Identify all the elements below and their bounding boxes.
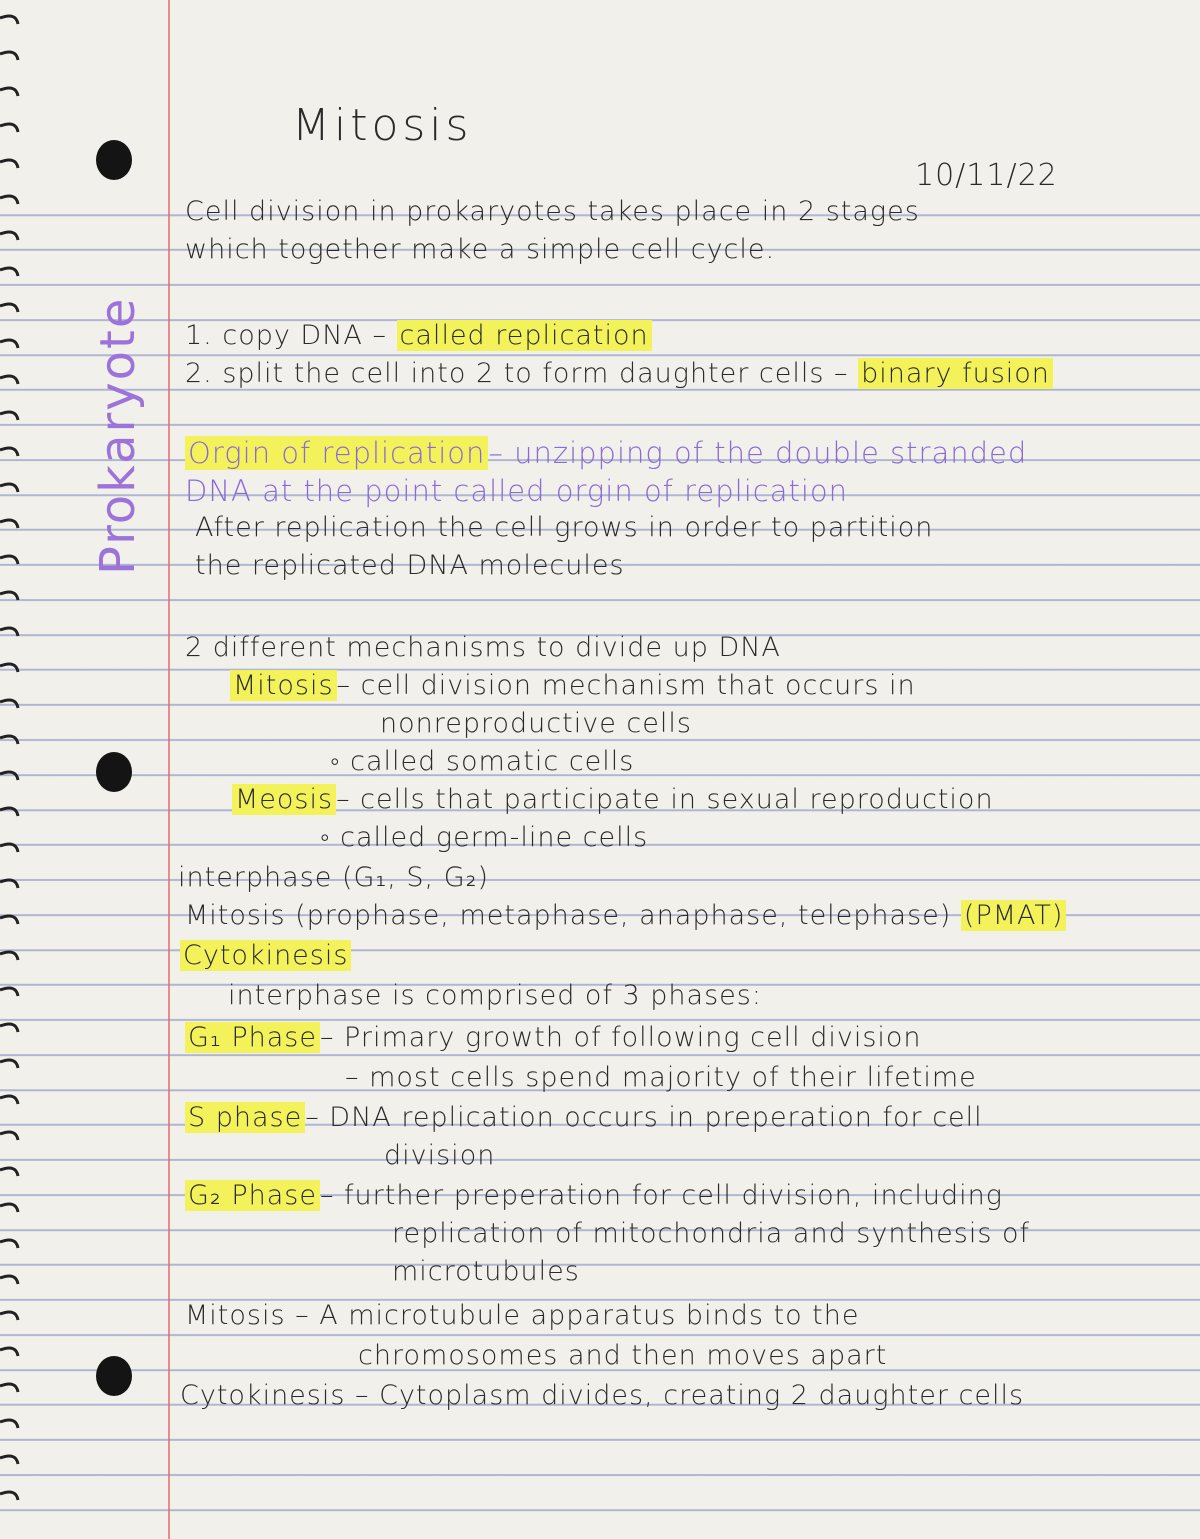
- note-line: DNA at the point called orgin of replication: [185, 474, 849, 508]
- margin-line: [168, 0, 170, 1539]
- note-line: Mitosis – A microtubule apparatus binds to the: [185, 1300, 860, 1331]
- note-line: the replicated DNA molecules: [195, 550, 625, 581]
- page-title: Mitosis: [292, 100, 473, 151]
- highlighted-text: Cytokinesis: [180, 940, 351, 971]
- note-text: – Primary growth of following cell division: [319, 1022, 922, 1053]
- highlighted-text: G₂ Phase: [185, 1180, 320, 1211]
- spiral-binding: [0, 0, 28, 1539]
- highlighted-text: Orgin of replication: [185, 436, 488, 470]
- punch-hole-top: [96, 140, 132, 180]
- punch-hole-bottom: [96, 1356, 132, 1396]
- note-text: Mitosis (prophase, metaphase, anaphase, telephase): [185, 900, 952, 931]
- note-line: – most cells spend majority of their lifetime: [345, 1062, 977, 1093]
- note-line: Cell division in prokaryotes takes place in 2 stages: [185, 196, 920, 227]
- note-date: 10/11/22: [915, 158, 1058, 193]
- note-line: Cytokinesis – Cytoplasm divides, creating 2 daughter cells: [180, 1380, 1025, 1411]
- note-line: [230, 670, 916, 701]
- note-line: microtubules: [392, 1256, 580, 1287]
- note-line: division: [384, 1140, 496, 1171]
- note-text: – unzipping of the double stranded: [488, 436, 1028, 470]
- note-text: – DNA replication occurs in preperation for cell: [305, 1102, 983, 1133]
- highlighted-text: S phase: [185, 1102, 305, 1133]
- note-line: chromosomes and then moves apart: [358, 1340, 888, 1371]
- note-line: ◦ called somatic cells: [330, 746, 635, 777]
- note-line: After replication the cell grows in order to partition: [195, 512, 934, 543]
- note-text: – further preperation for cell division, including: [319, 1180, 1003, 1211]
- note-line: [180, 940, 351, 971]
- note-text: – cell division mechanism that occurs in: [336, 670, 916, 701]
- note-line: [232, 784, 994, 815]
- note-text: 2. split the cell into 2 to form daughter cells –: [185, 358, 849, 389]
- note-line: [185, 1022, 922, 1053]
- note-line: interphase (G₁, S, G₂): [178, 862, 489, 893]
- highlighted-text: (PMAT): [961, 900, 1067, 931]
- side-label: Prokaryote: [90, 296, 146, 575]
- note-line: [185, 358, 1053, 389]
- note-text: 1. copy DNA –: [185, 320, 387, 351]
- note-line: ◦ called germ-line cells: [320, 822, 649, 853]
- punch-hole-middle: [96, 752, 132, 792]
- highlighted-text: binary fusion: [858, 358, 1053, 389]
- note-line: [185, 436, 1027, 470]
- highlighted-text: G₁ Phase: [185, 1022, 320, 1053]
- note-line: 2 different mechanisms to divide up DNA: [185, 632, 781, 663]
- note-text: – cells that participate in sexual reproduction: [336, 784, 994, 815]
- note-line: replication of mitochondria and synthesis of: [392, 1218, 1031, 1249]
- note-line: [185, 1180, 1003, 1211]
- highlighted-text: called replication: [397, 320, 652, 351]
- note-line: [185, 320, 652, 351]
- note-line: [185, 900, 1066, 931]
- highlighted-text: Mitosis: [230, 670, 337, 701]
- note-line: interphase is comprised of 3 phases:: [228, 980, 762, 1011]
- highlighted-text: Meosis: [232, 784, 336, 815]
- note-line: nonreproductive cells: [380, 708, 692, 739]
- note-line: [185, 1102, 983, 1133]
- note-line: which together make a simple cell cycle.: [185, 234, 776, 265]
